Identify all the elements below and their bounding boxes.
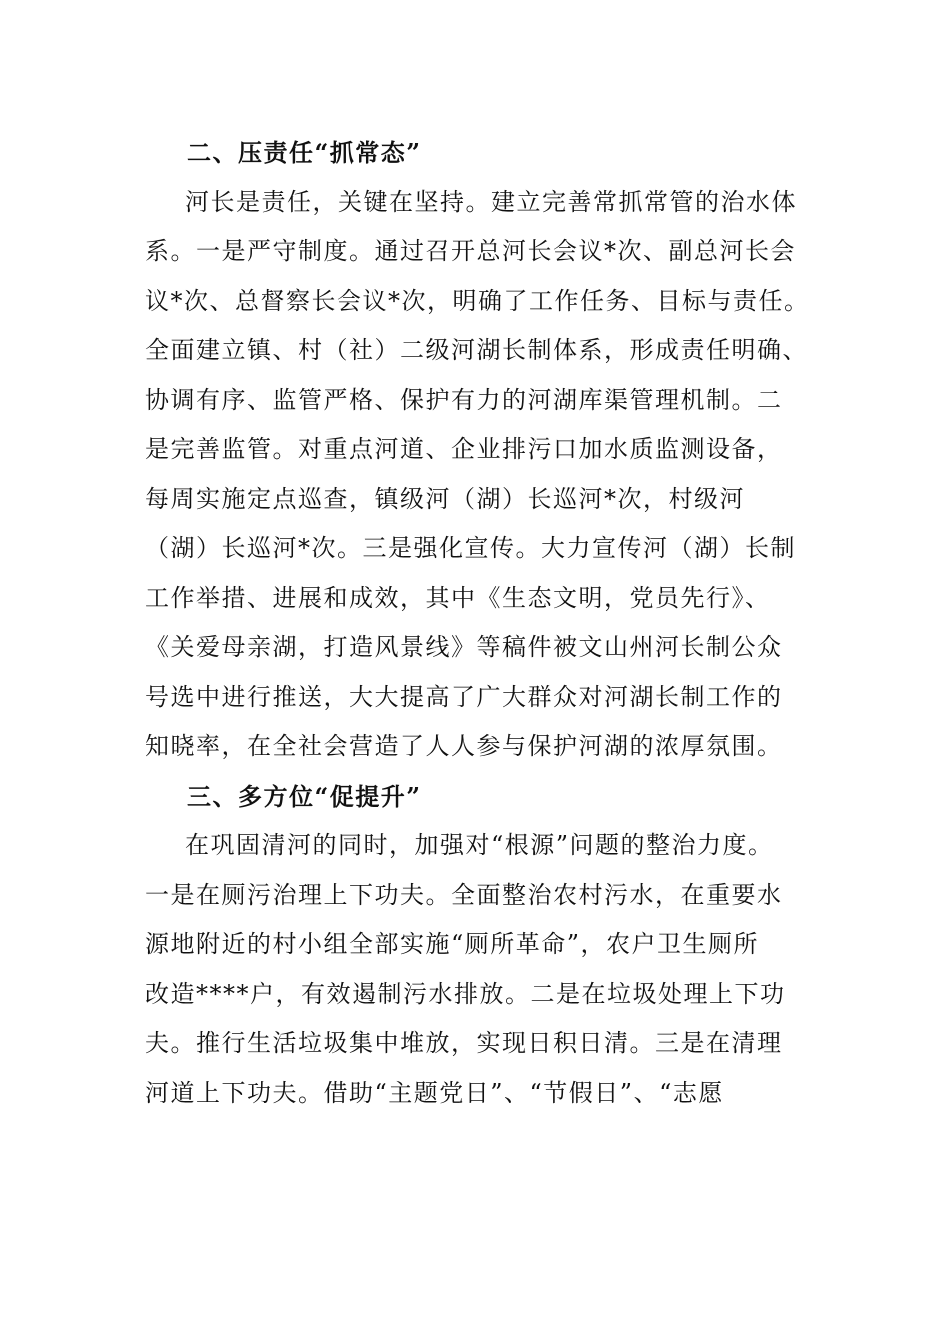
paragraph-line: 全面建立镇、村（社）二级河湖长制体系，形成责任明确、 — [145, 336, 808, 364]
section-heading-improvement: 三、多方位“促提升” — [187, 781, 422, 811]
paragraph-line: 每周实施定点巡查，镇级河（湖）长巡河*次，村级河 — [145, 484, 745, 513]
document-body — [145, 128, 810, 1118]
paragraph-line: 《关爱母亲湖，打造风景线》等稿件被文山州河长制公众 — [145, 633, 783, 661]
section-heading-responsibility: 二、压责任“抓常态” — [187, 138, 422, 167]
paragraph-line: 是完善监管。对重点河道、企业排污口加水质监测设备， — [145, 435, 783, 463]
paragraph-line: 一是在厕污治理上下功夫。全面整治农村污水，在重要水 — [145, 880, 783, 909]
paragraph-line: 改造****户，有效遏制污水排放。二是在垃圾处理上下功 — [145, 979, 786, 1008]
paragraph-line: 河长是责任，关键在坚持。建立完善常抓常管的治水体 — [185, 187, 797, 216]
paragraph-line: 夫。推行生活垃圾集中堆放，实现日积日清。三是在清理 — [145, 1029, 783, 1057]
paragraph-line: 知晓率，在全社会营造了人人参与保护河湖的浓厚氛围。 — [145, 732, 783, 760]
paragraph-line: 系。一是严守制度。通过召开总河长会议*次、副总河长会 — [145, 237, 796, 265]
paragraph-line: 河道上下功夫。借助“主题党日”、“节假日”、“志愿 — [145, 1078, 724, 1107]
paragraph-line: 协调有序、监管严格、保护有力的河湖库渠管理机制。二 — [145, 385, 783, 414]
paragraph-line: 源地附近的村小组全部实施“厕所革命”，农户卫生厕所 — [145, 930, 760, 958]
paragraph-line: 在巩固清河的同时，加强对“根源”问题的整治力度。 — [185, 831, 774, 859]
paragraph-line: 议*次、总督察长会议*次，明确了工作任务、目标与责任。 — [145, 286, 810, 315]
paragraph-line: （湖）长巡河*次。三是强化宣传。大力宣传河（湖）长制 — [145, 534, 796, 562]
paragraph-line: 工作举措、进展和成效，其中《生态文明，党员先行》、 — [145, 583, 771, 612]
paragraph-line: 号选中进行推送，大大提高了广大群众对河湖长制工作的 — [145, 682, 783, 711]
